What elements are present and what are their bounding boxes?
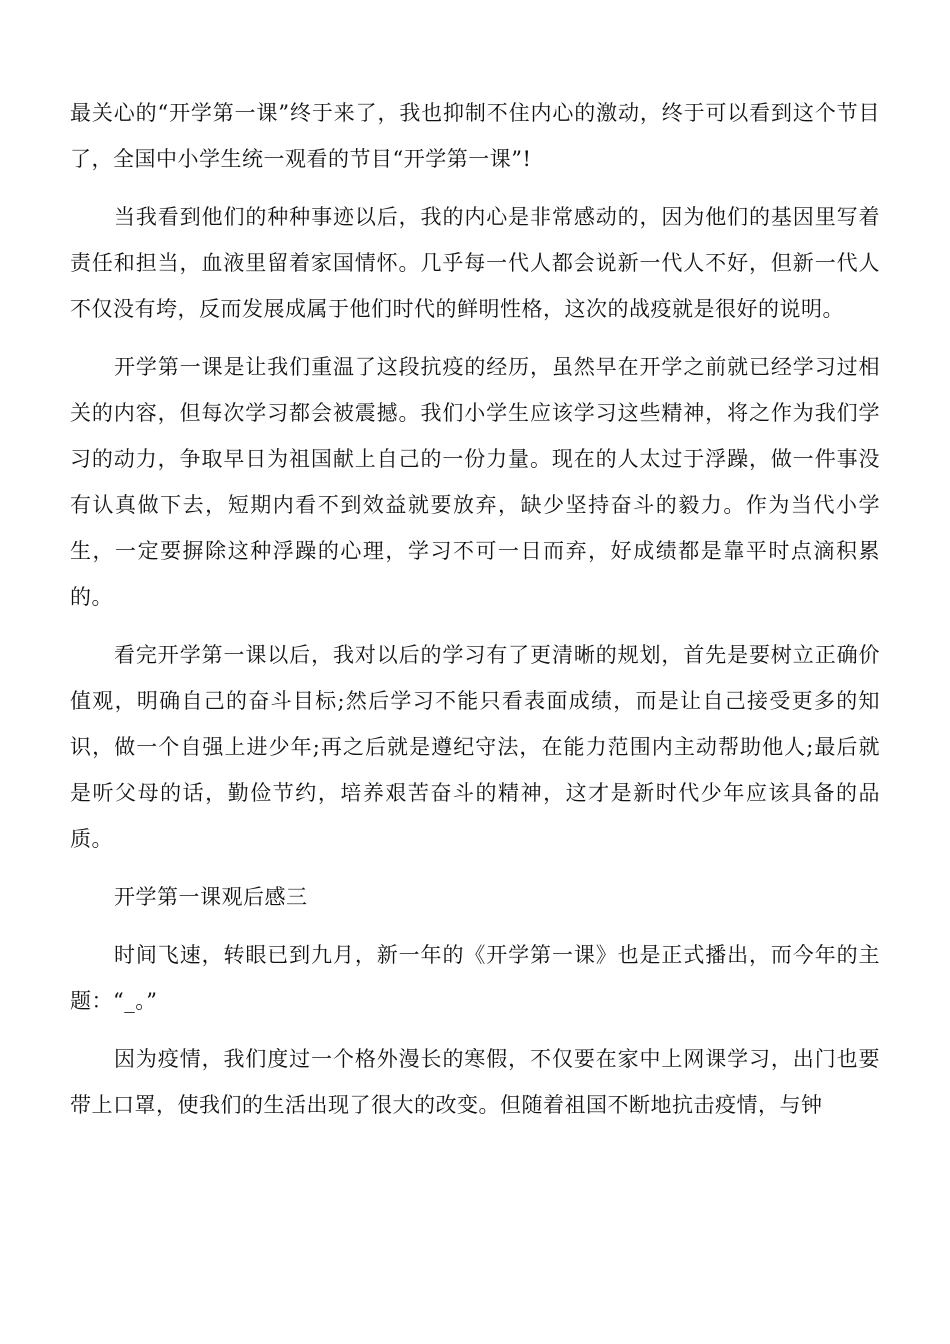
paragraph: 当我看到他们的种种事迹以后，我的内心是非常感动的，因为他们的基因里写着责任和担当，血液里留着家国情怀。几乎每一代人都会说新一代人不好，但新一代人不仅没有垮，反而发展成属于他们时代的鲜明性格，这次的战疫就是很好的说明。 xyxy=(70,205,880,321)
section-heading: 开学第一课观后感三 xyxy=(114,885,308,909)
paragraph: 看完开学第一课以后，我对以后的学习有了更清晰的规划，首先是要树立正确价值观，明确自己的奋斗目标;然后学习不能只看表面成绩，而是让自己接受更多的知识，做一个自强上进少年;再之后就是遵纪守法，在能力范围内主动帮助他人;最后就是听父母的话，勤俭节约，培养艰苦奋斗的精神，这才是新时代少年应该具备的品质。 xyxy=(70,643,880,851)
paragraph: 开学第一课是让我们重温了这段抗疫的经历，虽然早在开学之前就已经学习过相关的内容，但每次学习都会被震撼。我们小学生应该学习这些精神，将之作为我们学习的动力，争取早日为祖国献上自己的一份力量。现在的人太过于浮躁，做一件事没有认真做下去，短期内看不到效益就要放弃，缺少坚持奋斗的毅力。作为当代小学生，一定要摒除这种浮躁的心理，学习不可一日而弃，好成绩都是靠平时点滴积累的。 xyxy=(70,355,880,609)
paragraph: 因为疫情，我们度过一个格外漫长的寒假，不仅要在家中上网课学习，出门也要带上口罩，使我们的生活出现了很大的改变。但随着祖国不断地抗击疫情，与钟 xyxy=(70,1047,880,1117)
paragraph-continuation: 最关心的“开学第一课”终于来了，我也抑制不住内心的激动，终于可以看到这个节目了，全国中小学生统一观看的节目“开学第一课”! xyxy=(70,101,880,171)
paragraph: 时间飞速，转眼已到九月，新一年的《开学第一课》也是正式播出，而今年的主题：“_。” xyxy=(70,943,880,1013)
article-body xyxy=(70,90,880,1140)
